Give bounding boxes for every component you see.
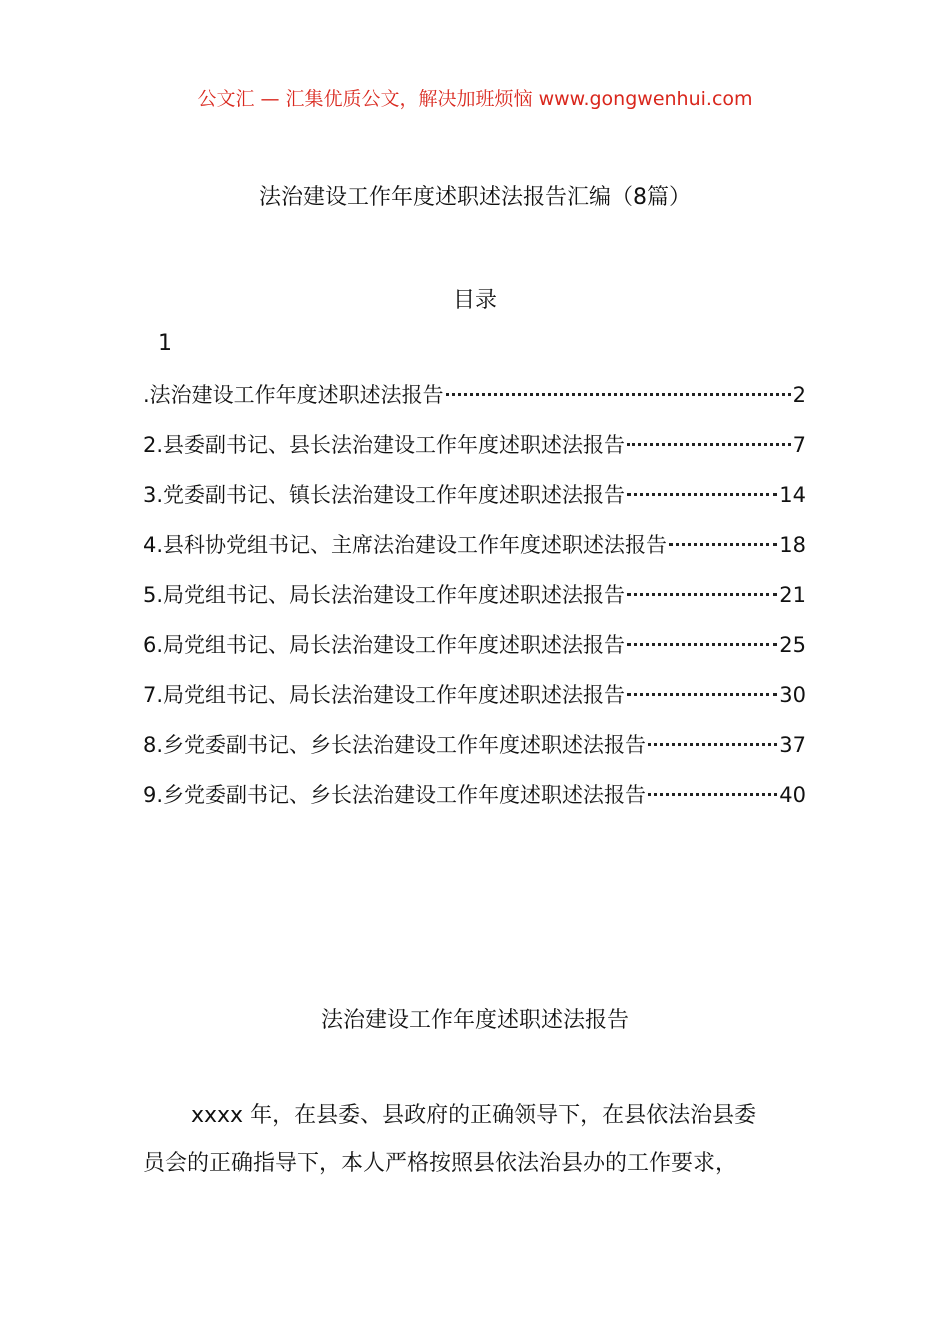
toc-entry-page: 40 bbox=[779, 783, 806, 807]
toc-entry-label: 3.党委副书记、镇长法治建设工作年度述职述法报告 bbox=[143, 483, 626, 507]
toc-entry[interactable] bbox=[143, 670, 806, 720]
toc-leader-dots bbox=[627, 691, 777, 696]
toc-leader-dots bbox=[627, 441, 791, 446]
toc-entry[interactable] bbox=[143, 570, 806, 620]
toc-leader-dots bbox=[627, 491, 777, 496]
paragraph-line: 员会的正确指导下，本人严格按照县依法治县办的工作要求， bbox=[143, 1151, 738, 1176]
toc-entry[interactable] bbox=[143, 520, 806, 570]
toc-leader-dots bbox=[648, 741, 777, 746]
toc-first-number: 1 bbox=[158, 331, 172, 356]
toc-entry[interactable] bbox=[143, 620, 806, 670]
toc-entry-page: 2 bbox=[792, 383, 806, 407]
document-title: 法治建设工作年度述职述法报告汇编（8篇） bbox=[259, 185, 691, 210]
toc-entry[interactable] bbox=[143, 470, 806, 520]
toc-leader-dots bbox=[446, 391, 791, 396]
toc-entry-label: .法治建设工作年度述职述法报告 bbox=[143, 383, 444, 407]
toc-leader-dots bbox=[627, 591, 777, 596]
toc-entry-label: 2.县委副书记、县长法治建设工作年度述职述法报告 bbox=[143, 433, 626, 457]
toc-entry-page: 14 bbox=[779, 483, 806, 507]
section-title: 法治建设工作年度述职述法报告 bbox=[320, 1008, 629, 1033]
header-banner: 公文汇 — 汇集优质公文，解决加班烦恼 www.gongwenhui.com bbox=[197, 88, 753, 110]
toc-entry-page: 18 bbox=[779, 533, 806, 557]
toc-entry[interactable] bbox=[143, 420, 806, 470]
toc-entry-label: 6.局党组书记、局长法治建设工作年度述职述法报告 bbox=[143, 633, 626, 657]
toc-entry-page: 25 bbox=[779, 633, 806, 657]
toc-entry-label: 9.乡党委副书记、乡长法治建设工作年度述职述法报告 bbox=[143, 783, 647, 807]
toc-entry-label: 5.局党组书记、局长法治建设工作年度述职述法报告 bbox=[143, 583, 626, 607]
toc-entry-page: 7 bbox=[792, 433, 806, 457]
toc-leader-dots bbox=[669, 541, 777, 546]
paragraph-line: xxxx 年，在县委、县政府的正确领导下，在县依法治县委 bbox=[191, 1103, 757, 1128]
toc-leader-dots bbox=[648, 791, 777, 796]
toc-heading: 目录 bbox=[452, 288, 497, 313]
toc-entry[interactable] bbox=[143, 370, 806, 420]
toc-entry-page: 37 bbox=[779, 733, 806, 757]
toc-entry-page: 21 bbox=[779, 583, 806, 607]
toc-entry-label: 7.局党组书记、局长法治建设工作年度述职述法报告 bbox=[143, 683, 626, 707]
toc-entry-page: 30 bbox=[779, 683, 806, 707]
body-paragraph bbox=[143, 1092, 808, 1188]
toc-leader-dots bbox=[627, 641, 777, 646]
toc-entry[interactable] bbox=[143, 770, 806, 820]
toc-entry[interactable] bbox=[143, 720, 806, 770]
toc-entry-label: 4.县科协党组书记、主席法治建设工作年度述职述法报告 bbox=[143, 533, 668, 557]
toc-entry-label: 8.乡党委副书记、乡长法治建设工作年度述职述法报告 bbox=[143, 733, 647, 757]
table-of-contents bbox=[143, 370, 806, 820]
